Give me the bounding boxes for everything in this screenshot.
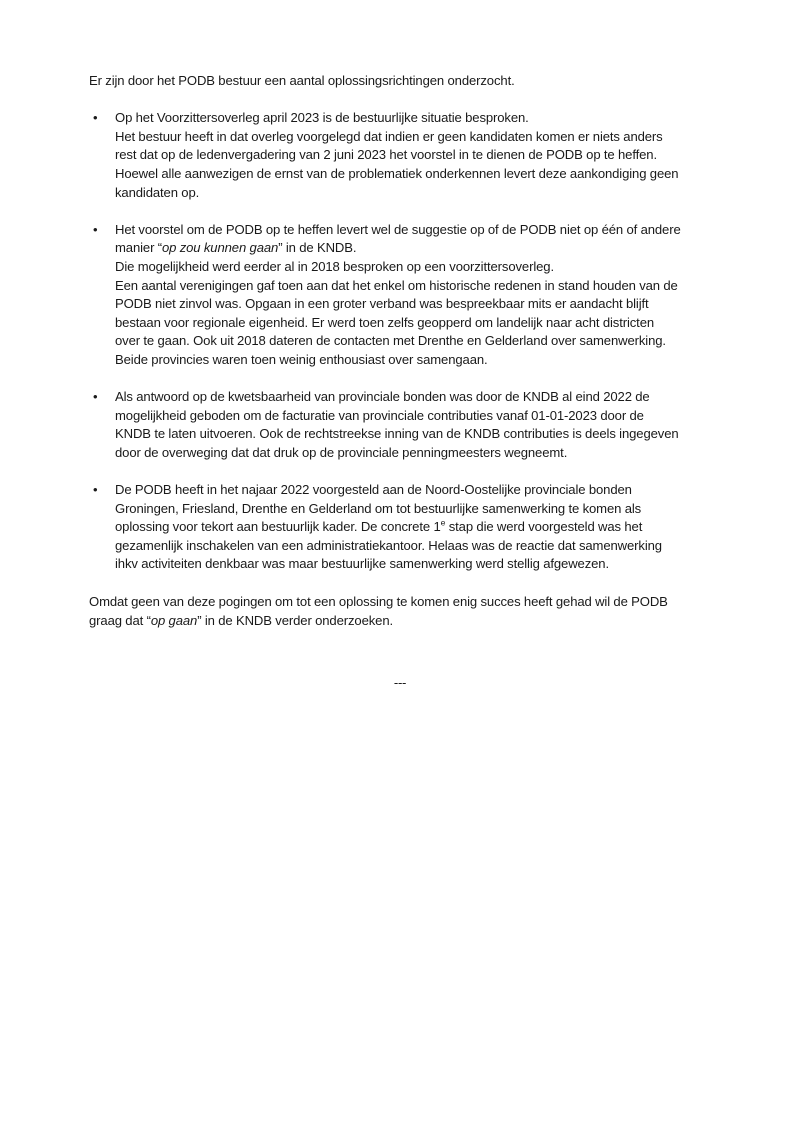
ordinal-number: 1 [433,519,441,535]
text-line: De PODB heeft in het najaar 2022 voorgesteld aan de Noord-Oostelijke provinciale bonden [115,482,632,498]
text-line: PODB niet zinvol was. Opgaan in een groter verband was bespreekbaar mits er aandacht blijft [115,296,649,312]
section-separator: --- [393,675,407,690]
text-line: Hoewel alle aanwezigen de ernst van de problematiek onderkennen levert deze aankondiging geen [115,165,679,181]
line-suffix: ” in de KNDB. [278,240,357,256]
italic-phrase: op zou kunnen gaan [161,240,279,256]
bullet-icon: • [93,221,98,237]
bullet-icon: • [93,389,98,405]
line-prefix: graag dat “ [89,612,151,628]
text-line: ihkv activiteiten denkbaar was maar bestuurlijke samenwerking werd stellig afgewezen. [115,556,609,572]
text-line: door de overweging dat dat druk op de provinciale penningmeesters wegneemt. [115,444,568,460]
text-line: KNDB te laten uitvoeren. Ook de rechtstreekse inning van de KNDB contributies is deels ingegeven [115,426,679,442]
bullet-list [89,109,717,574]
text-line-italic-quote [89,612,717,631]
text-line: Een aantal verenigingen gaf toen aan dat het enkel om historische redenen in stand houden van de [115,277,678,293]
bullet-text [115,221,717,370]
line-suffix: stap die werd voorgesteld was het [445,519,643,535]
bullet-text [115,388,717,462]
list-item [89,109,717,202]
text-line: Die mogelijkheid werd eerder al in 2018 besproken op een voorzittersoverleg. [115,258,554,274]
text-line: Groningen, Friesland, Drenthe en Gelderland om tot bestuurlijke samenwerking te komen als [115,500,642,516]
closing-paragraph [89,593,717,630]
text-line: Op het Voorzittersoverleg april 2023 is de bestuurlijke situatie besproken. [115,110,529,126]
line-suffix: ” in de KNDB verder onderzoeken. [197,612,394,628]
bullet-icon: • [93,110,98,126]
list-item [89,388,717,462]
text-line: bestaan voor regionale eigenheid. Er werd toen zelfs geopperd om landelijk naar acht districten [115,314,655,330]
text-line-italic-quote [115,239,717,258]
text-line: Als antwoord op de kwetsbaarheid van provinciale bonden was door de KNDB al eind 2022 de [115,389,650,405]
document-content [89,72,717,630]
list-item [89,221,717,370]
text-line: Beide provincies waren toen weinig enthousiast over samengaan. [115,351,488,367]
ordinal-suffix: e [440,517,446,528]
list-item [89,481,717,574]
bullet-text [115,109,717,202]
bullet-text [115,481,717,574]
bullet-icon: • [93,482,98,498]
intro-paragraph: Er zijn door het PODB bestuur een aantal oplossingsrichtingen onderzocht. [89,73,515,88]
text-line: Het voorstel om de PODB op te heffen levert wel de suggestie op of de PODB niet op één of andere [115,221,681,237]
line-prefix: manier “ [115,240,162,256]
italic-phrase: op gaan [150,612,198,628]
text-line: mogelijkheid geboden om de facturatie van provinciale contributies vanaf 01-01-2023 door de [115,407,644,423]
text-line: over te gaan. Ook uit 2018 dateren de contacten met Drenthe en Gelderland over samenwerking. [115,333,666,349]
text-line-with-ordinal [115,518,717,537]
line-prefix: oplossing voor tekort aan bestuurlijk kader. De concrete [115,519,434,535]
text-line: Omdat geen van deze pogingen om tot een oplossing te komen enig succes heeft gehad wil de PODB [89,594,668,610]
text-line: gezamenlijk inschakelen van een administratiekantoor. Helaas was de reactie dat samenwerking [115,537,662,553]
text-line: rest dat op de ledenvergadering van 2 juni 2023 het voorstel in te dienen de PODB op te heffen. [115,147,657,163]
text-line: Het bestuur heeft in dat overleg voorgelegd dat indien er geen kandidaten komen er niets anders [115,128,663,144]
text-line: kandidaten op. [115,184,200,200]
